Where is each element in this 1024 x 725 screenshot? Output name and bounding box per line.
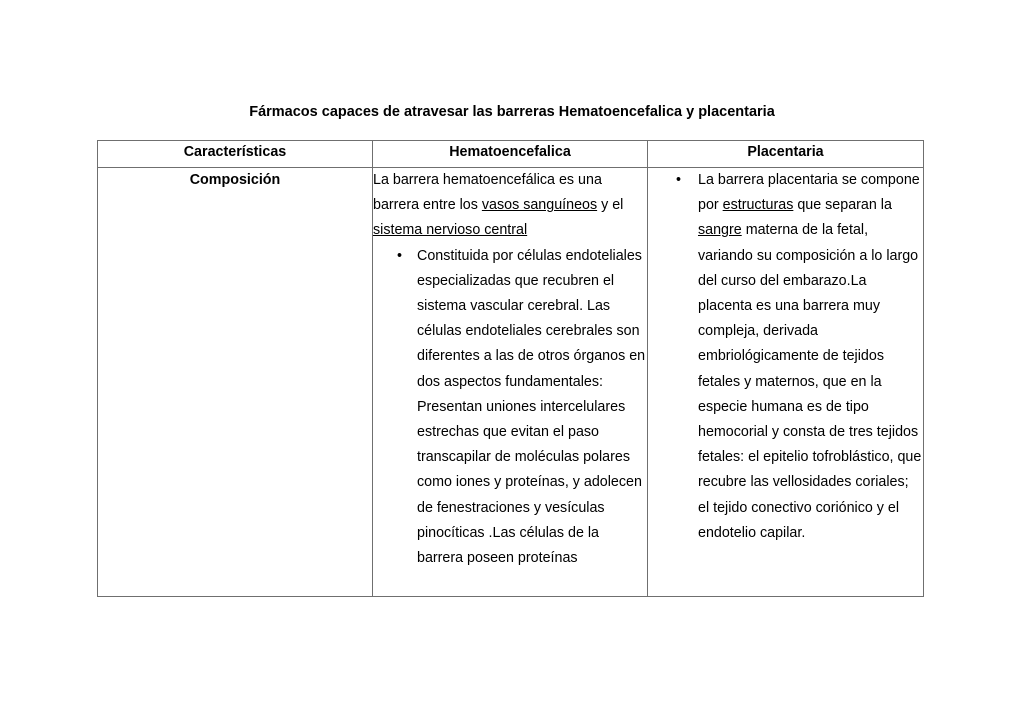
table-header-row xyxy=(98,141,924,168)
list-item xyxy=(648,168,923,546)
link-sistema-nervioso-central[interactable]: sistema nervioso central xyxy=(373,222,528,239)
bullet-icon: • xyxy=(397,247,403,264)
hemato-intro-text: La barrera hematoencefálica es una barrera entre los xyxy=(373,172,602,214)
placenta-text-3: materna de la fetal, variando su composición a lo largo del curso del embarazo.La placenta es una barrera muy compleja, derivada embriológicamente de tejidos fetales y maternos, que en la especie humana es de tipo hemocorial y consta de tres tejidos fetales: el epitelio tofroblástico, que recubre las vellosidades coriales; el tejido conectivo coriónico y el endotelio capilar. xyxy=(698,222,922,541)
placenta-bullet-list xyxy=(648,168,923,546)
cell-feature-composicion: Composición xyxy=(98,168,373,597)
header-placentaria: Placentaria xyxy=(648,141,924,168)
hemato-bullet-text: Constituida por células endoteliales especializadas que recubren el sistema vascular cerebral. Las células endoteliales cerebrales son diferentes a las de otros órganos en dos aspectos fundamentales: Presentan uniones intercelulares estrechas que evitan el paso transcapilar de moléculas polares como iones y proteínas, y adolecen de fenestraciones y vesículas pinocíticas .Las células de la barrera poseen proteínas xyxy=(417,247,646,567)
hemato-intro-text-2: y el xyxy=(597,197,624,214)
header-hematoencefalica: Hematoencefalica xyxy=(373,141,648,168)
placenta-text-1: La barrera placentaria se compone por xyxy=(698,172,920,214)
bullet-icon: • xyxy=(676,172,682,188)
link-sangre[interactable]: sangre xyxy=(698,222,742,239)
placenta-text-2: que separan la xyxy=(793,197,892,214)
hemato-intro xyxy=(373,168,647,244)
list-item xyxy=(373,244,647,572)
cell-hematoencefalica xyxy=(373,168,648,597)
link-estructuras[interactable]: estructuras xyxy=(722,197,794,214)
hemato-bullet-list xyxy=(373,244,647,572)
comparison-table xyxy=(97,140,924,597)
link-vasos-sanguineos[interactable]: vasos sanguíneos xyxy=(481,197,598,214)
document-title: Fármacos capaces de atravesar las barreras Hematoencefalica y placentaria xyxy=(249,104,775,120)
table-row xyxy=(98,168,924,597)
cell-placentaria xyxy=(648,168,924,597)
header-caracteristicas: Características xyxy=(98,141,373,168)
